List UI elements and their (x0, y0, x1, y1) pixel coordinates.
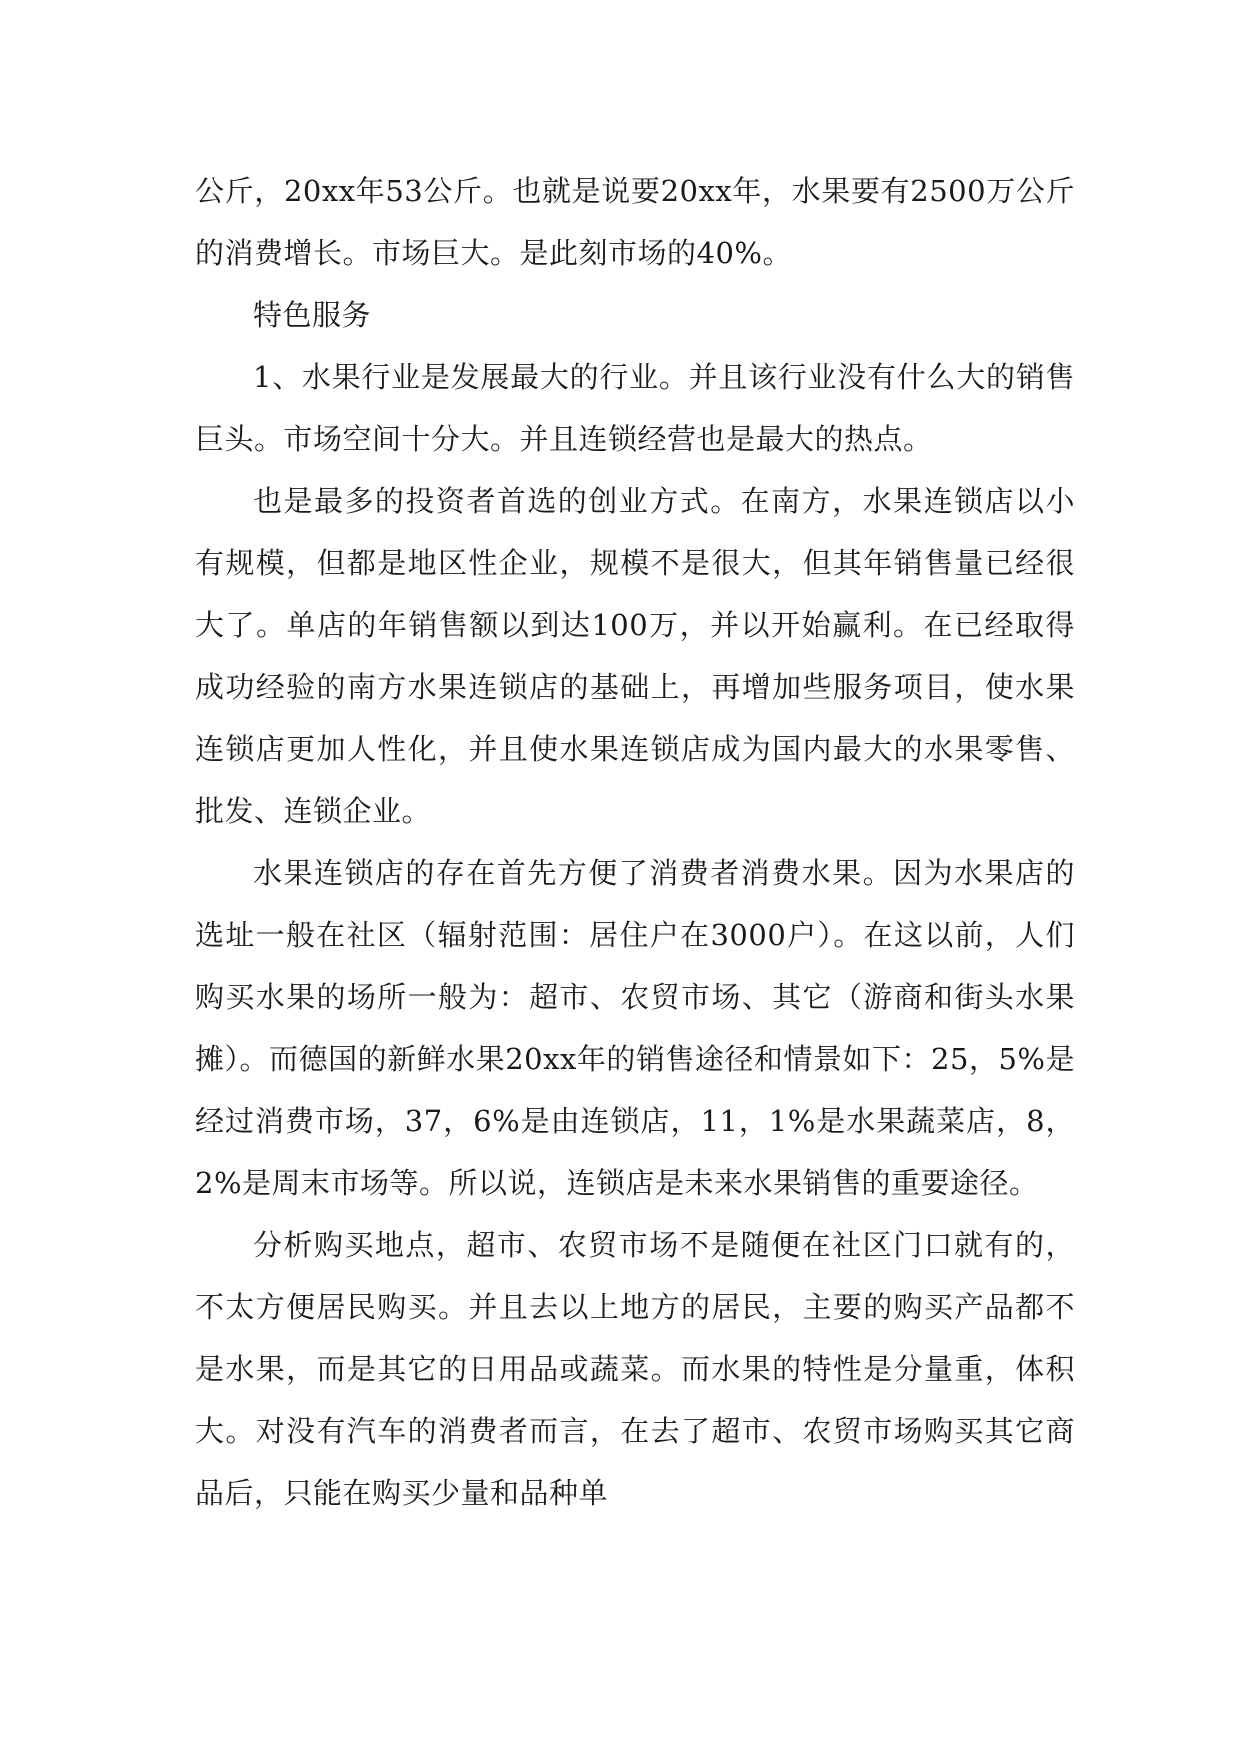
paragraph: 分析购买地点，超市、农贸市场不是随便在社区门口就有的，不太方便居民购买。并且去以上地方的居民，主要的购买产品都不是水果，而是其它的日用品或蔬菜。而水果的特性是分量重，体积大。对没有汽车的消费者而言，在去了超市、农贸市场购买其它商品后，只能在购买少量和品种单 (195, 1228, 1075, 1510)
section-heading: 特色服务 (253, 298, 372, 332)
body-text (195, 160, 1075, 1524)
paragraph: 也是最多的投资者首选的创业方式。在南方，水果连锁店以小有规模，但都是地区性企业，规模不是很大，但其年销售量已经很大了。单店的年销售额以到达100万，并以开始赢利。在已经取得成功经验的南方水果连锁店的基础上，再增加些服务项目，使水果连锁店更加人性化，并且使水果连锁店成为国内最大的水果零售、批发、连锁企业。 (195, 484, 1075, 828)
paragraph: 水果连锁店的存在首先方便了消费者消费水果。因为水果店的选址一般在社区（辐射范围：居住户在3000户）。在这以前，人们购买水果的场所一般为：超市、农贸市场、其它（游商和街头水果摊）。而德国的新鲜水果20xx年的销售途径和情景如下：25，5%是经过消费市场，37，6%是由连锁店，11，1%是水果蔬菜店，8，2%是周末市场等。所以说，连锁店是未来水果销售的重要途径。 (195, 856, 1075, 1200)
paragraph-continuation: 公斤，20xx年53公斤。也就是说要20xx年，水果要有2500万公斤的消费增长。市场巨大。是此刻市场的40%。 (195, 174, 1075, 270)
paragraph: 1、水果行业是发展最大的行业。并且该行业没有什么大的销售巨头。市场空间十分大。并且连锁经营也是最大的热点。 (195, 360, 1075, 456)
